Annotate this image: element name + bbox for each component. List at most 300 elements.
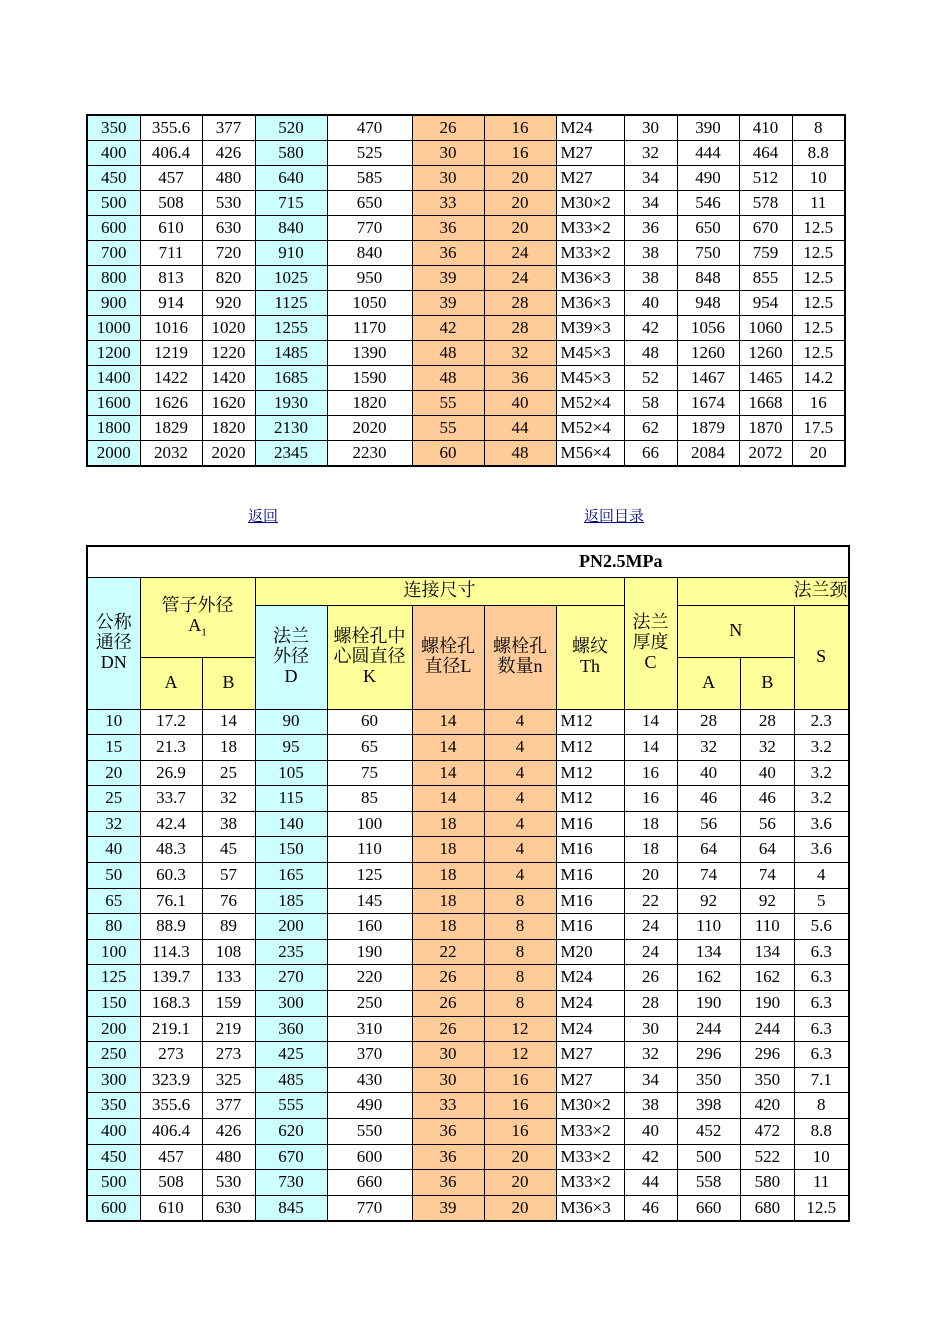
cell-thickness-c: 66 <box>624 441 677 467</box>
header-bolt-circle: 螺栓孔中心圆直径K <box>327 605 412 709</box>
cell-neck-s: 6.3 <box>794 991 848 1017</box>
cell-bolt-hole-count-n: 24 <box>484 241 556 266</box>
cell-bolt-hole-dia-l: 18 <box>412 888 484 914</box>
cell-pipe-od-a: 406.4 <box>140 141 202 166</box>
cell-neck-n-a: 350 <box>677 1067 740 1093</box>
cell-pipe-od-b: 720 <box>202 241 255 266</box>
cell-neck-s: 17.5 <box>792 416 845 441</box>
cell-neck-n-b: 670 <box>739 216 792 241</box>
cell-neck-n-b: 244 <box>740 1016 794 1042</box>
cell-bolt-hole-count-n: 16 <box>484 1119 556 1145</box>
cell-pipe-od-a: 457 <box>140 166 202 191</box>
cell-thickness-c: 42 <box>624 1144 677 1170</box>
cell-bolt-hole-dia-l: 36 <box>412 216 484 241</box>
cell-bolt-circle-k: 490 <box>327 1093 412 1119</box>
cell-bolt-hole-count-n: 48 <box>484 441 556 467</box>
cell-pipe-od-a: 1626 <box>140 391 202 416</box>
cell-flange-od-d: 425 <box>255 1042 327 1068</box>
cell-flange-od-d: 840 <box>255 216 327 241</box>
cell-pipe-od-b: 32 <box>202 786 255 812</box>
table-row <box>87 939 849 965</box>
cell-neck-n-a: 162 <box>677 965 740 991</box>
cell-bolt-hole-dia-l: 30 <box>412 141 484 166</box>
cell-bolt-circle-k: 1170 <box>327 316 412 341</box>
cell-bolt-hole-count-n: 28 <box>484 291 556 316</box>
cell-bolt-circle-k: 550 <box>327 1119 412 1145</box>
cell-neck-s: 6.3 <box>794 1016 848 1042</box>
cell-thickness-c: 24 <box>624 914 677 940</box>
cell-neck-s: 10 <box>794 1144 848 1170</box>
cell-neck-n-a: 46 <box>677 786 740 812</box>
cell-neck-s: 6.3 <box>794 939 848 965</box>
cell-neck-n-b: 1465 <box>739 366 792 391</box>
cell-thickness-c: 42 <box>624 316 677 341</box>
cell-pipe-od-a: 219.1 <box>140 1016 202 1042</box>
table-row <box>87 837 849 863</box>
cell-pipe-od-a: 457 <box>140 1144 202 1170</box>
cell-bolt-hole-dia-l: 48 <box>412 341 484 366</box>
cell-dn: 2000 <box>87 441 140 467</box>
cell-neck-n-a: 500 <box>677 1144 740 1170</box>
cell-neck-n-a: 398 <box>677 1093 740 1119</box>
cell-thread-th: M39×3 <box>556 316 624 341</box>
cell-neck-s: 8 <box>792 115 845 141</box>
cell-bolt-circle-k: 2230 <box>327 441 412 467</box>
cell-neck-s: 12.5 <box>792 341 845 366</box>
cell-dn: 300 <box>87 1067 140 1093</box>
cell-dn: 65 <box>87 888 140 914</box>
cell-bolt-hole-dia-l: 33 <box>412 191 484 216</box>
cell-neck-n-b: 759 <box>739 241 792 266</box>
table-row <box>87 416 845 441</box>
cell-bolt-hole-dia-l: 14 <box>412 735 484 761</box>
cell-thickness-c: 40 <box>624 291 677 316</box>
cell-bolt-hole-count-n: 12 <box>484 1016 556 1042</box>
cell-flange-od-d: 730 <box>255 1170 327 1196</box>
cell-neck-s: 12.5 <box>794 1195 848 1221</box>
cell-neck-s: 8.8 <box>792 141 845 166</box>
table-row <box>87 735 849 761</box>
cell-bolt-hole-count-n: 28 <box>484 316 556 341</box>
cell-flange-od-d: 715 <box>255 191 327 216</box>
table-row <box>87 291 845 316</box>
cell-thickness-c: 38 <box>624 266 677 291</box>
cell-neck-n-b: 522 <box>740 1144 794 1170</box>
cell-bolt-hole-dia-l: 26 <box>412 965 484 991</box>
cell-dn: 15 <box>87 735 140 761</box>
cell-pipe-od-b: 630 <box>202 216 255 241</box>
cell-neck-s: 14.2 <box>792 366 845 391</box>
cell-neck-n-b: 472 <box>740 1119 794 1145</box>
cell-neck-n-b: 110 <box>740 914 794 940</box>
cell-neck-n-b: 580 <box>740 1170 794 1196</box>
cell-neck-n-a: 558 <box>677 1170 740 1196</box>
cell-bolt-hole-count-n: 16 <box>484 141 556 166</box>
cell-thickness-c: 30 <box>624 115 677 141</box>
cell-thread-th: M45×3 <box>556 366 624 391</box>
header-thread: 螺纹Th <box>556 605 624 709</box>
cell-thickness-c: 32 <box>624 1042 677 1068</box>
cell-thread-th: M33×2 <box>556 216 624 241</box>
cell-thread-th: M12 <box>556 786 624 812</box>
cell-thread-th: M16 <box>556 811 624 837</box>
cell-flange-od-d: 90 <box>255 709 327 735</box>
cell-neck-s: 20 <box>792 441 845 467</box>
cell-thickness-c: 40 <box>624 1119 677 1145</box>
table-row <box>87 760 849 786</box>
header-neck-n-a: A <box>677 657 740 709</box>
cell-bolt-hole-dia-l: 18 <box>412 914 484 940</box>
cell-neck-n-a: 444 <box>677 141 739 166</box>
table-row <box>87 1042 849 1068</box>
cell-thickness-c: 38 <box>624 241 677 266</box>
cell-flange-od-d: 200 <box>255 914 327 940</box>
cell-thread-th: M16 <box>556 888 624 914</box>
cell-bolt-circle-k: 370 <box>327 1042 412 1068</box>
cell-bolt-hole-dia-l: 60 <box>412 441 484 467</box>
table-row <box>87 709 849 735</box>
cell-thread-th: M52×4 <box>556 391 624 416</box>
cell-bolt-hole-dia-l: 14 <box>412 760 484 786</box>
cell-pipe-od-b: 159 <box>202 991 255 1017</box>
cell-dn: 900 <box>87 291 140 316</box>
cell-thread-th: M36×3 <box>556 266 624 291</box>
table-row <box>87 991 849 1017</box>
back-to-index-link[interactable]: 返回目录 <box>584 507 645 525</box>
cell-dn: 450 <box>87 1144 140 1170</box>
cell-thickness-c: 32 <box>624 141 677 166</box>
cell-thread-th: M33×2 <box>556 241 624 266</box>
table-row <box>87 811 849 837</box>
cell-pipe-od-a: 33.7 <box>140 786 202 812</box>
cell-pipe-od-b: 25 <box>202 760 255 786</box>
cell-neck-n-a: 750 <box>677 241 739 266</box>
cell-pipe-od-a: 406.4 <box>140 1119 202 1145</box>
cell-thread-th: M24 <box>556 1016 624 1042</box>
cell-neck-n-b: 1060 <box>739 316 792 341</box>
cell-pipe-od-a: 1016 <box>140 316 202 341</box>
cell-dn: 350 <box>87 115 140 141</box>
cell-pipe-od-b: 14 <box>202 709 255 735</box>
cell-neck-s: 12.5 <box>792 241 845 266</box>
cell-thickness-c: 22 <box>624 888 677 914</box>
cell-thickness-c: 58 <box>624 391 677 416</box>
cell-bolt-hole-count-n: 20 <box>484 1144 556 1170</box>
cell-bolt-hole-dia-l: 18 <box>412 863 484 889</box>
cell-thickness-c: 24 <box>624 939 677 965</box>
header-flange-neck: 法兰颈 <box>677 577 849 605</box>
table-row <box>87 1119 849 1145</box>
cell-thread-th: M24 <box>556 115 624 141</box>
cell-bolt-hole-count-n: 20 <box>484 1170 556 1196</box>
cell-neck-n-a: 452 <box>677 1119 740 1145</box>
cell-thread-th: M36×3 <box>556 1195 624 1221</box>
cell-thread-th: M16 <box>556 837 624 863</box>
cell-pipe-od-a: 711 <box>140 241 202 266</box>
cell-bolt-hole-count-n: 8 <box>484 888 556 914</box>
cell-bolt-hole-dia-l: 55 <box>412 416 484 441</box>
cell-bolt-hole-count-n: 12 <box>484 1042 556 1068</box>
header-neck-n: N <box>677 605 794 657</box>
table-row <box>87 965 849 991</box>
cell-bolt-hole-count-n: 8 <box>484 991 556 1017</box>
cell-neck-s: 12.5 <box>792 291 845 316</box>
cell-bolt-hole-dia-l: 55 <box>412 391 484 416</box>
cell-flange-od-d: 235 <box>255 939 327 965</box>
cell-thickness-c: 18 <box>624 837 677 863</box>
cell-neck-n-b: 74 <box>740 863 794 889</box>
cell-neck-s: 11 <box>794 1170 848 1196</box>
cell-dn: 700 <box>87 241 140 266</box>
cell-thickness-c: 48 <box>624 341 677 366</box>
cell-bolt-circle-k: 660 <box>327 1170 412 1196</box>
cell-pipe-od-b: 530 <box>202 191 255 216</box>
cell-dn: 50 <box>87 863 140 889</box>
cell-bolt-hole-dia-l: 39 <box>412 1195 484 1221</box>
cell-thickness-c: 34 <box>624 191 677 216</box>
cell-neck-s: 16 <box>792 391 845 416</box>
cell-bolt-hole-dia-l: 18 <box>412 811 484 837</box>
cell-bolt-hole-count-n: 8 <box>484 965 556 991</box>
cell-flange-od-d: 360 <box>255 1016 327 1042</box>
cell-flange-od-d: 485 <box>255 1067 327 1093</box>
cell-pipe-od-a: 42.4 <box>140 811 202 837</box>
cell-bolt-hole-dia-l: 14 <box>412 786 484 812</box>
cell-bolt-hole-count-n: 44 <box>484 416 556 441</box>
cell-pipe-od-a: 60.3 <box>140 863 202 889</box>
cell-bolt-circle-k: 430 <box>327 1067 412 1093</box>
cell-bolt-hole-count-n: 8 <box>484 914 556 940</box>
cell-pipe-od-a: 1829 <box>140 416 202 441</box>
cell-neck-s: 5 <box>794 888 848 914</box>
cell-bolt-hole-dia-l: 30 <box>412 1067 484 1093</box>
cell-bolt-hole-count-n: 4 <box>484 709 556 735</box>
cell-pipe-od-b: 1020 <box>202 316 255 341</box>
cell-dn: 500 <box>87 191 140 216</box>
cell-dn: 80 <box>87 914 140 940</box>
cell-pipe-od-a: 114.3 <box>140 939 202 965</box>
cell-dn: 450 <box>87 166 140 191</box>
cell-bolt-hole-dia-l: 39 <box>412 291 484 316</box>
cell-pipe-od-a: 610 <box>140 216 202 241</box>
cell-thread-th: M20 <box>556 939 624 965</box>
cell-pipe-od-b: 76 <box>202 888 255 914</box>
cell-pipe-od-a: 21.3 <box>140 735 202 761</box>
cell-thread-th: M27 <box>556 1042 624 1068</box>
cell-thread-th: M27 <box>556 166 624 191</box>
header-pipe-od-a: A <box>140 657 202 709</box>
table-row <box>87 786 849 812</box>
cell-thread-th: M30×2 <box>556 1093 624 1119</box>
header-bolt-hole-count: 螺栓孔数量n <box>484 605 556 709</box>
cell-thickness-c: 34 <box>624 1067 677 1093</box>
cell-dn: 1000 <box>87 316 140 341</box>
cell-thread-th: M16 <box>556 914 624 940</box>
table-row <box>87 1144 849 1170</box>
back-link[interactable]: 返回 <box>248 507 279 525</box>
cell-bolt-hole-dia-l: 39 <box>412 266 484 291</box>
cell-dn: 400 <box>87 1119 140 1145</box>
cell-neck-s: 2.3 <box>794 709 848 735</box>
table-row <box>87 166 845 191</box>
cell-bolt-hole-count-n: 20 <box>484 191 556 216</box>
cell-pipe-od-b: 377 <box>202 1093 255 1119</box>
cell-flange-od-d: 185 <box>255 888 327 914</box>
cell-bolt-circle-k: 125 <box>327 863 412 889</box>
cell-flange-od-d: 1025 <box>255 266 327 291</box>
cell-pipe-od-b: 920 <box>202 291 255 316</box>
cell-pipe-od-b: 133 <box>202 965 255 991</box>
cell-pipe-od-a: 48.3 <box>140 837 202 863</box>
cell-bolt-circle-k: 840 <box>327 241 412 266</box>
cell-dn: 25 <box>87 786 140 812</box>
cell-thread-th: M36×3 <box>556 291 624 316</box>
cell-pipe-od-b: 1820 <box>202 416 255 441</box>
cell-bolt-hole-count-n: 16 <box>484 1093 556 1119</box>
cell-neck-n-a: 390 <box>677 115 739 141</box>
cell-neck-s: 8.8 <box>794 1119 848 1145</box>
cell-thread-th: M12 <box>556 735 624 761</box>
table-row <box>87 316 845 341</box>
cell-neck-n-b: 350 <box>740 1067 794 1093</box>
cell-bolt-circle-k: 770 <box>327 1195 412 1221</box>
cell-bolt-hole-count-n: 4 <box>484 863 556 889</box>
cell-bolt-hole-dia-l: 36 <box>412 1144 484 1170</box>
cell-pipe-od-b: 273 <box>202 1042 255 1068</box>
cell-thickness-c: 26 <box>624 965 677 991</box>
cell-bolt-circle-k: 470 <box>327 115 412 141</box>
cell-dn: 500 <box>87 1170 140 1196</box>
cell-pipe-od-b: 38 <box>202 811 255 837</box>
cell-flange-od-d: 1255 <box>255 316 327 341</box>
cell-neck-s: 3.6 <box>794 837 848 863</box>
cell-neck-n-b: 1668 <box>739 391 792 416</box>
cell-neck-n-b: 1260 <box>739 341 792 366</box>
cell-thread-th: M30×2 <box>556 191 624 216</box>
cell-neck-s: 12.5 <box>792 266 845 291</box>
cell-bolt-circle-k: 770 <box>327 216 412 241</box>
cell-flange-od-d: 670 <box>255 1144 327 1170</box>
cell-neck-n-b: 40 <box>740 760 794 786</box>
cell-thickness-c: 18 <box>624 811 677 837</box>
cell-pipe-od-a: 610 <box>140 1195 202 1221</box>
cell-flange-od-d: 910 <box>255 241 327 266</box>
cell-bolt-hole-dia-l: 48 <box>412 366 484 391</box>
cell-neck-n-a: 74 <box>677 863 740 889</box>
header-flange-od: 法兰外径D <box>255 605 327 709</box>
cell-bolt-circle-k: 65 <box>327 735 412 761</box>
cell-neck-n-a: 948 <box>677 291 739 316</box>
table-row <box>87 266 845 291</box>
cell-thickness-c: 38 <box>624 1093 677 1119</box>
cell-bolt-circle-k: 160 <box>327 914 412 940</box>
cell-dn: 40 <box>87 837 140 863</box>
cell-bolt-circle-k: 1820 <box>327 391 412 416</box>
cell-thread-th: M12 <box>556 760 624 786</box>
cell-flange-od-d: 1485 <box>255 341 327 366</box>
table-row <box>87 1195 849 1221</box>
cell-flange-od-d: 2130 <box>255 416 327 441</box>
cell-bolt-hole-dia-l: 30 <box>412 166 484 191</box>
cell-bolt-hole-count-n: 20 <box>484 1195 556 1221</box>
cell-flange-od-d: 95 <box>255 735 327 761</box>
cell-bolt-circle-k: 585 <box>327 166 412 191</box>
cell-pipe-od-a: 17.2 <box>140 709 202 735</box>
cell-pipe-od-b: 108 <box>202 939 255 965</box>
cell-pipe-od-b: 820 <box>202 266 255 291</box>
cell-bolt-circle-k: 85 <box>327 786 412 812</box>
cell-bolt-hole-count-n: 4 <box>484 735 556 761</box>
cell-neck-n-b: 190 <box>740 991 794 1017</box>
cell-neck-n-a: 1879 <box>677 416 739 441</box>
cell-flange-od-d: 140 <box>255 811 327 837</box>
cell-pipe-od-b: 89 <box>202 914 255 940</box>
cell-flange-od-d: 105 <box>255 760 327 786</box>
cell-dn: 600 <box>87 1195 140 1221</box>
cell-neck-n-a: 40 <box>677 760 740 786</box>
cell-pipe-od-b: 630 <box>202 1195 255 1221</box>
flange-table-pn25 <box>86 545 850 1222</box>
cell-pipe-od-b: 1220 <box>202 341 255 366</box>
cell-pipe-od-a: 168.3 <box>140 991 202 1017</box>
cell-pipe-od-b: 1420 <box>202 366 255 391</box>
header-neck-s: S <box>794 605 848 709</box>
cell-bolt-hole-dia-l: 22 <box>412 939 484 965</box>
cell-neck-n-a: 296 <box>677 1042 740 1068</box>
cell-neck-n-a: 660 <box>677 1195 740 1221</box>
cell-pipe-od-b: 2020 <box>202 441 255 467</box>
cell-neck-n-b: 56 <box>740 811 794 837</box>
cell-dn: 1800 <box>87 416 140 441</box>
cell-neck-n-b: 64 <box>740 837 794 863</box>
table-row <box>87 1016 849 1042</box>
cell-pipe-od-b: 426 <box>202 1119 255 1145</box>
cell-pipe-od-b: 45 <box>202 837 255 863</box>
cell-neck-n-a: 32 <box>677 735 740 761</box>
cell-neck-n-b: 464 <box>739 141 792 166</box>
cell-bolt-hole-count-n: 4 <box>484 760 556 786</box>
cell-dn: 800 <box>87 266 140 291</box>
cell-flange-od-d: 1125 <box>255 291 327 316</box>
cell-thread-th: M24 <box>556 965 624 991</box>
cell-flange-od-d: 1930 <box>255 391 327 416</box>
cell-bolt-hole-dia-l: 26 <box>412 991 484 1017</box>
cell-pipe-od-b: 1620 <box>202 391 255 416</box>
cell-bolt-hole-count-n: 20 <box>484 216 556 241</box>
cell-thickness-c: 34 <box>624 166 677 191</box>
cell-bolt-circle-k: 145 <box>327 888 412 914</box>
cell-pipe-od-a: 508 <box>140 1170 202 1196</box>
cell-neck-n-b: 420 <box>740 1093 794 1119</box>
cell-thickness-c: 52 <box>624 366 677 391</box>
table-row <box>87 115 845 141</box>
cell-flange-od-d: 165 <box>255 863 327 889</box>
flange-table-continued <box>86 114 846 467</box>
cell-thread-th: M52×4 <box>556 416 624 441</box>
cell-pipe-od-b: 480 <box>202 1144 255 1170</box>
cell-bolt-circle-k: 2020 <box>327 416 412 441</box>
table-title: PN2.5MPa <box>87 546 849 577</box>
table-row <box>87 863 849 889</box>
cell-neck-s: 3.2 <box>794 786 848 812</box>
cell-neck-n-a: 650 <box>677 216 739 241</box>
cell-neck-n-b: 92 <box>740 888 794 914</box>
table-row <box>87 341 845 366</box>
cell-neck-s: 10 <box>792 166 845 191</box>
header-pipe-od: 管子外径 $A_1$ <box>140 577 255 657</box>
table-row <box>87 241 845 266</box>
cell-thickness-c: 36 <box>624 216 677 241</box>
